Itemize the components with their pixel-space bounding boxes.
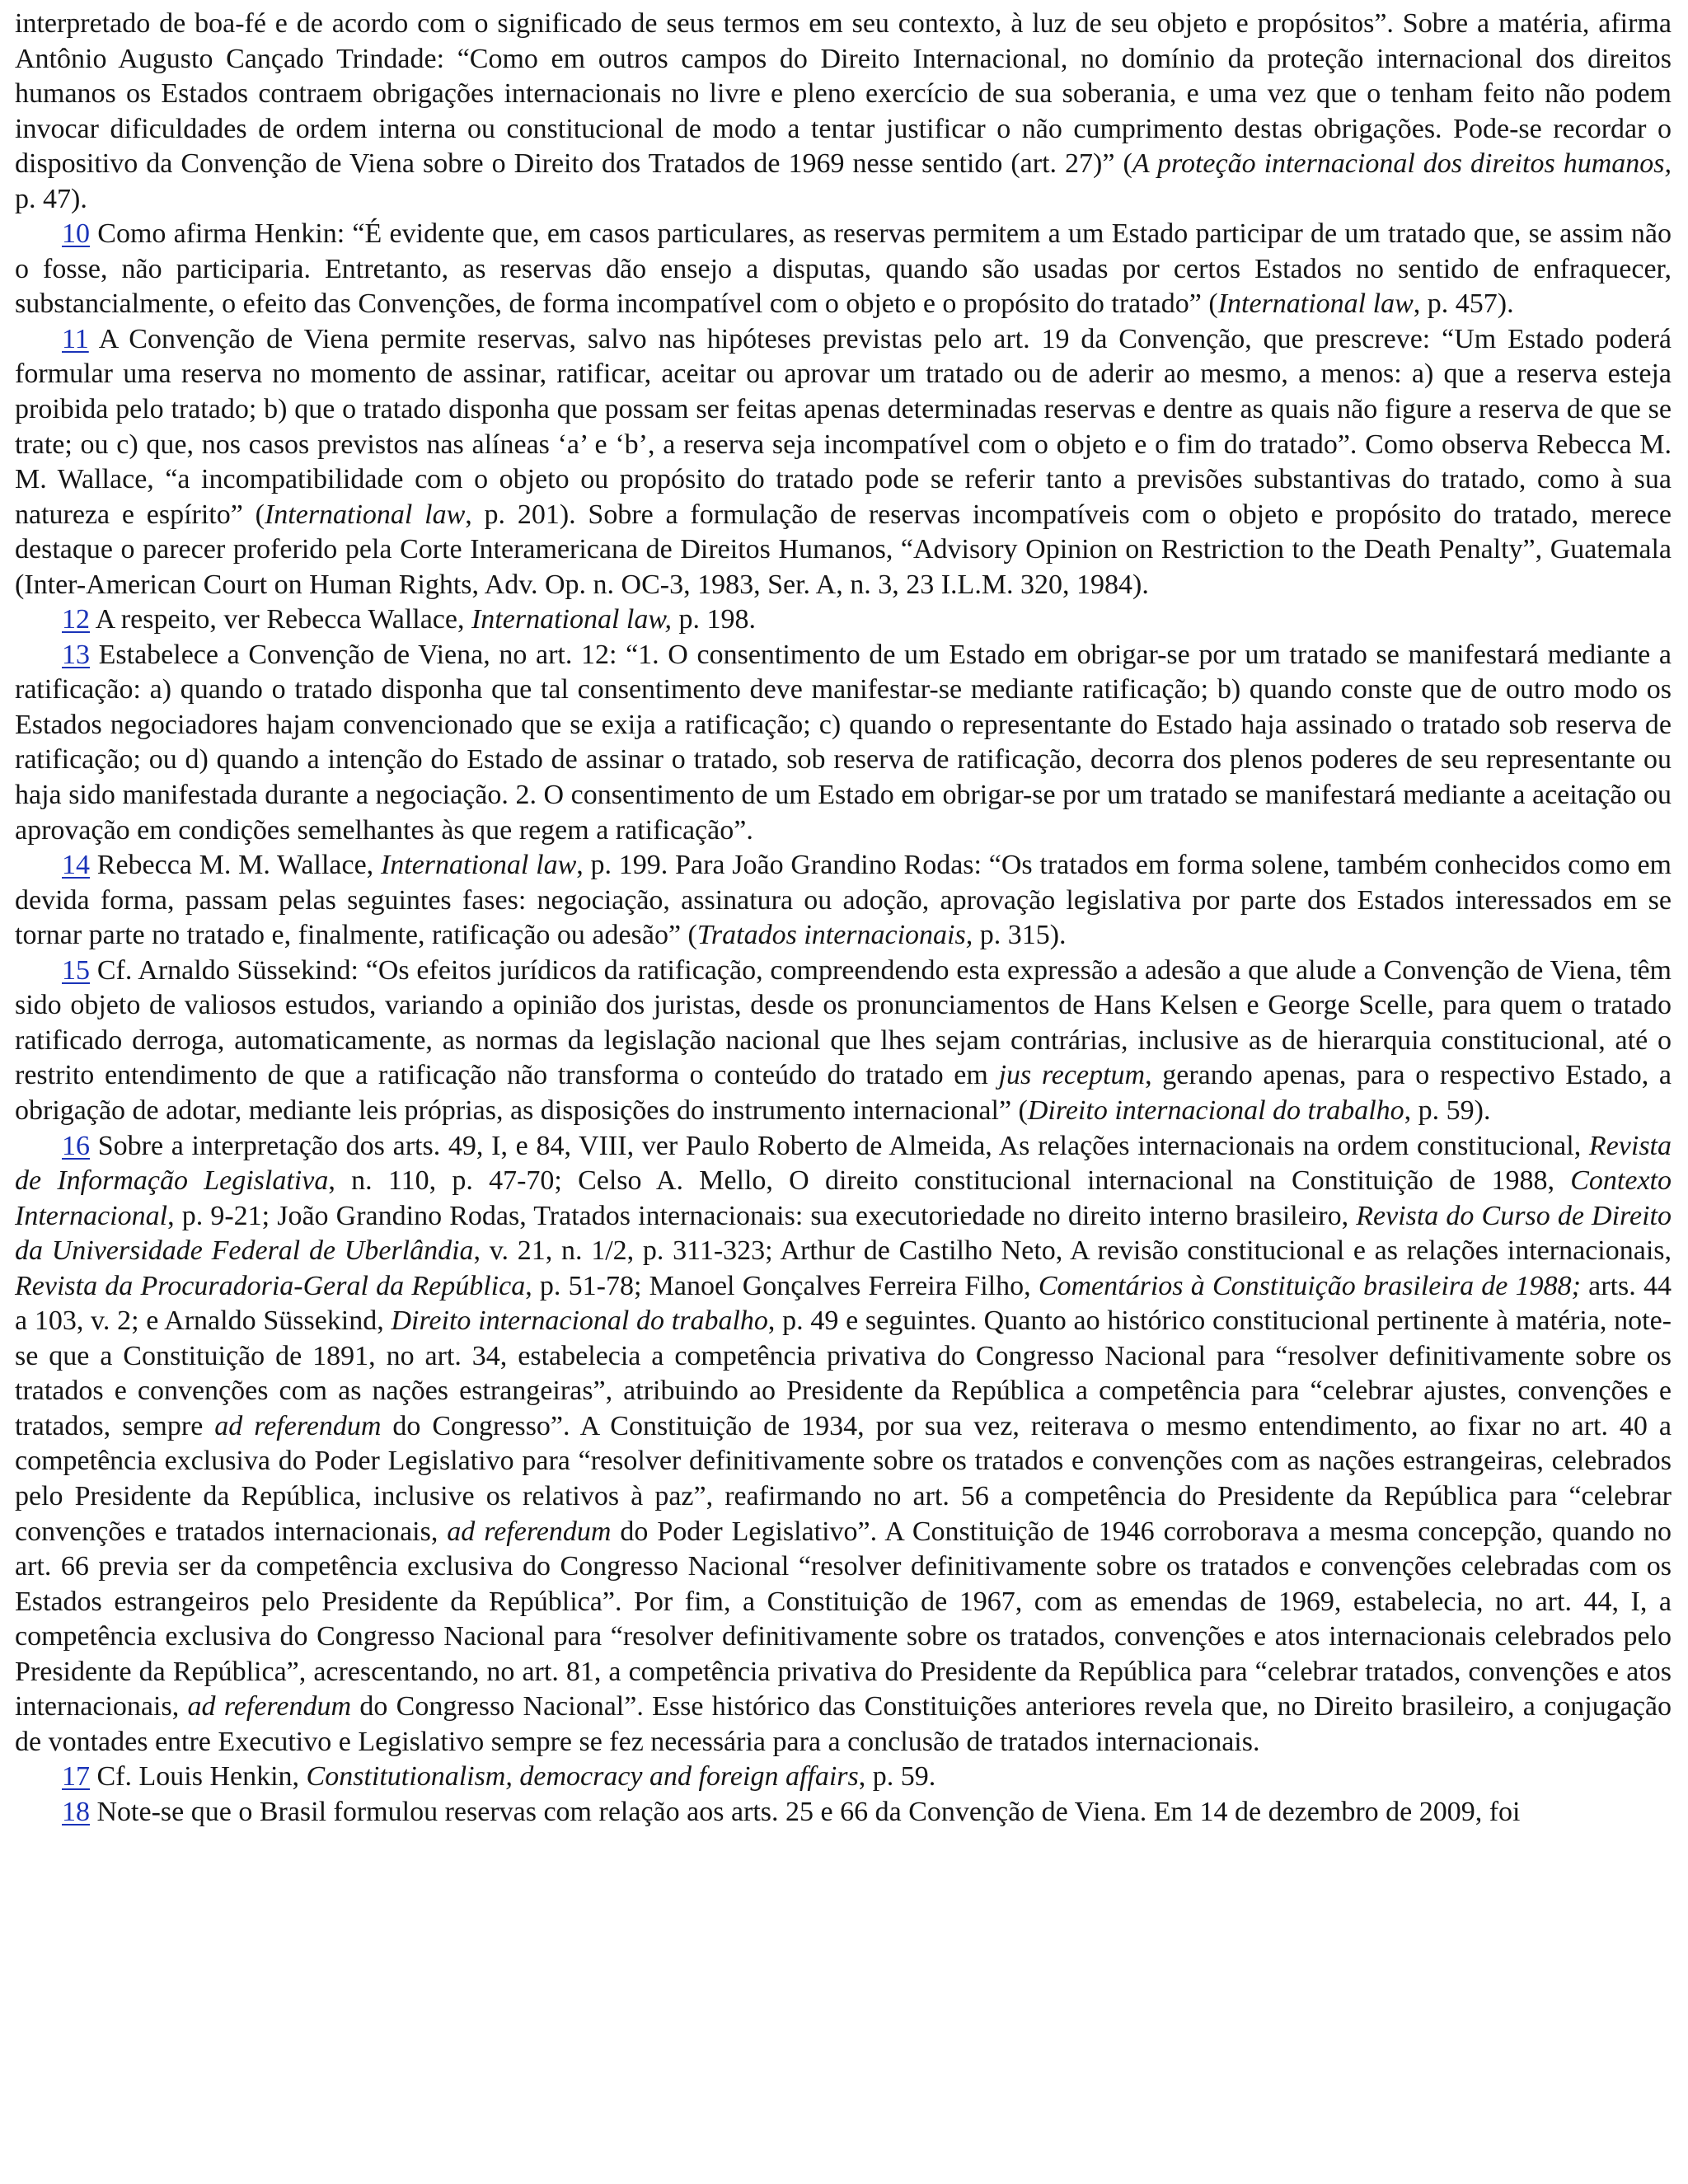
footnote-link-10[interactable]: 10	[62, 218, 90, 250]
text-run: , p. 51-78; Manoel Gonçalves Ferreira Filho,	[525, 1270, 1039, 1301]
italic-citation: Tratados internacionais,	[696, 920, 973, 951]
footnotes-list	[15, 217, 1672, 1830]
italic-citation: Constitutionalism, democracy and foreign affairs	[306, 1761, 859, 1793]
text-run: , gerando apenas, para o respectivo Estado, a obrigação de adotar, mediante leis próprias, as disposições do instrumento internacional” (	[15, 1060, 1672, 1126]
text-run: Estabelece a Convenção de Viena, no art. 12: “1. O consentimento de um Estado em obrigar-se por um tratado se manifestará mediante a ratificação: a) quando o tratado disponha que tal consentimento deve manifestar-se mediante ratificação; b) quando conste que de outro modo os Estados negociadores hajam convencionado que se exija a ratificação; c) quando o representante do Estado haja assinado o tratado sob reserva de ratificação; ou d) quando a intenção do Estado de assinar o tratado, sob reserva de ratificação, decorra dos plenos poderes de seu representante ou haja sido manifestada durante a negociação. 2. O consentimento de um Estado em obrigar-se por um tratado se manifestará mediante a aceitação ou aprovação em condições semelhantes às que regem a ratificação”.	[15, 639, 1672, 846]
italic-citation: Revista de Informação Legislativa	[15, 1130, 1672, 1197]
italic-citation: International law	[264, 499, 466, 530]
text-run: p. 315).	[973, 920, 1067, 951]
text-run: p. 198.	[672, 604, 757, 635]
text-run: , n. 110, p. 47-70; Celso A. Mello, O direito constitucional internacional na Constituição de 1988,	[328, 1165, 1571, 1197]
footnote-11	[15, 322, 1672, 602]
text-run: Cf. Louis Henkin,	[90, 1761, 307, 1793]
footnote-link-15[interactable]: 15	[62, 954, 90, 986]
text-run: , p. 59).	[1404, 1094, 1491, 1126]
text-run: interpretado de boa-fé e de acordo com o significado de seus termos em seu contexto, à luz de seu objeto e propósitos”. Sobre a matéria, afirma Antônio Augusto Cançado Trindade: “Como em outros campos do Direito Internacional, no domínio da proteção internacional dos direitos humanos os Estados contraem obrigações internacionais no livre e pleno exercício de sua soberania, e uma vez que o tenham feito não podem invocar dificuldades de ordem interna ou constitucional de modo a tentar justificar o não cumprimento destas obrigações. Pode-se recordar o dispositivo da Convenção de Viena sobre o Direito dos Tratados de 1969 nesse sentido (art. 27)” (	[15, 8, 1672, 180]
continued-footnote-text	[15, 7, 1672, 217]
footnote-14	[15, 848, 1672, 954]
text-run: Cf. Arnaldo Süssekind: “Os efeitos jurídicos da ratificação, compreendendo esta expressão a adesão a que alude a Convenção de Viena, têm sido objeto de valiosos estudos, variando a opinião dos juristas, desde os pronunciamentos de Hans Kelsen e George Scelle, para quem o tratado ratificado derroga, automaticamente, as normas da legislação nacional que lhes sejam contrárias, inclusive as de hierarquia constitucional, até o restrito entendimento de que a ratificação não transforma o conteúdo do tratado em	[15, 954, 1672, 1091]
text-run: , v. 21, n. 1/2, p. 311-323; Arthur de Castilho Neto, A revisão constitucional e as relações internacionais,	[473, 1235, 1672, 1267]
text-run: Como afirma Henkin: “É evidente que, em casos particulares, as reservas permitem a um Estado participar de um tratado que, se assim não o fosse, não participaria. Entretanto, as reservas dão ensejo a disputas, quando são usadas por certos Estados no sentido de enfraquecer, substancialmente, o efeito das Convenções, de forma incompatível com o objeto e o propósito do tratado” (	[15, 218, 1672, 320]
text-run: , p. 457).	[1413, 288, 1514, 320]
italic-citation: ad referendum	[214, 1410, 382, 1441]
italic-citation: A proteção internacional dos direitos humanos,	[1132, 148, 1672, 180]
italic-citation: Revista da Procuradoria-Geral da República	[15, 1270, 526, 1301]
footnote-17	[15, 1760, 1672, 1795]
footnote-13	[15, 638, 1672, 848]
footnote-link-16[interactable]: 16	[62, 1130, 90, 1161]
footnote-18	[15, 1795, 1672, 1830]
text-run: p. 47).	[15, 183, 87, 214]
italic-citation: International law,	[471, 604, 673, 635]
text-run: A respeito, ver Rebecca Wallace,	[90, 604, 471, 635]
footnote-link-17[interactable]: 17	[62, 1761, 90, 1793]
italic-citation: Direito internacional do trabalho	[391, 1305, 768, 1337]
italic-citation: Revista do Curso de Direito da Universidade Federal de Uberlândia	[15, 1200, 1672, 1267]
italic-citation: ad referendum	[187, 1691, 352, 1722]
italic-citation: ad referendum	[447, 1516, 612, 1547]
text-run: do Poder Legislativo”. A Constituição de 1946 corroborava a mesma concepção, quando no art. 66 previa ser da competência exclusiva do Congresso Nacional “resolver definitivamente sobre os tratados e convenções celebradas com os Estados estrangeiros pelo Presidente da República”. Por fim, a Constituição de 1967, com as emendas de 1969, estabelecia, no art. 44, I, a competência exclusiva do Congresso Nacional para “resolver definitivamente sobre os tratados, convenções e atos internacionais celebrados pelo Presidente da República”, acrescentando, no art. 81, a competência privativa do Presidente da República para “celebrar tratados, convenções e atos internacionais,	[15, 1516, 1672, 1722]
text-run: do Congresso”. A Constituição de 1934, por sua vez, reiterava o mesmo entendimento, ao fixar no art. 40 a competência exclusiva do Poder Legislativo para “resolver definitivamente sobre os tratados e convenções com as nações estrangeiras, celebrados pelo Presidente da República, inclusive os relativos à paz”, reafirmando no art. 56 a competência do Presidente da República para “celebrar convenções e tratados internacionais,	[15, 1410, 1672, 1547]
footnote-link-18[interactable]: 18	[62, 1796, 90, 1827]
text-run: , p. 199. Para João Grandino Rodas: “Os tratados em forma solene, também conhecidos como em devida forma, passam pelas seguintes fases: negociação, assinatura ou adoção, aprovação legislativa por parte dos Estados interessados em se tornar parte no tratado e, finalmente, ratificação ou adesão” (	[15, 850, 1672, 951]
footnote-12	[15, 602, 1672, 638]
italic-citation: Direito internacional do trabalho	[1027, 1094, 1404, 1126]
text-run: Note-se que o Brasil formulou reservas com relação aos arts. 25 e 66 da Convenção de Viena. Em 14 de dezembro de 2009, foi	[90, 1796, 1521, 1827]
text-run: A Convenção de Viena permite reservas, salvo nas hipóteses previstas pelo art. 19 da Convenção, que prescreve: “Um Estado poderá formular uma reserva no momento de assinar, ratificar, aceitar ou aprovar um tratado ou de aderir ao mesmo, a menos: a) que a reserva esteja proibida pelo tratado; b) que o tratado disponha que possam ser feitas apenas determinadas reservas e dentre as quais não figure a reserva de que se trate; ou c) que, nos casos previstos nas alíneas ‘a’ e ‘b’, a reserva seja incompatível com o objeto e o fim do tratado”. Como observa Rebecca M. M. Wallace, “a incompatibilidade com o objeto ou propósito do tratado pode se referir tanto a previsões substantivas do tratado, como à sua natureza e espírito” (	[15, 323, 1672, 530]
footnote-link-11[interactable]: 11	[62, 323, 89, 354]
footnote-link-12[interactable]: 12	[62, 604, 90, 635]
italic-citation: Contexto Internacional	[15, 1165, 1672, 1231]
text-run: arts. 44 a 103, v. 2; e Arnaldo Süssekind,	[15, 1270, 1672, 1337]
text-run: , p. 59.	[858, 1761, 936, 1793]
italic-citation: International law	[1217, 288, 1414, 320]
italic-citation: jus receptum	[998, 1060, 1146, 1091]
text-run: Sobre a interpretação dos arts. 49, I, e 84, VIII, ver Paulo Roberto de Almeida, As relações internacionais na ordem constitucional,	[90, 1130, 1589, 1161]
italic-citation: International law	[380, 850, 577, 881]
footnote-link-13[interactable]: 13	[62, 639, 90, 670]
text-run: Rebecca M. M. Wallace,	[90, 850, 381, 881]
footnote-link-14[interactable]: 14	[62, 850, 90, 881]
footnote-15	[15, 954, 1672, 1129]
text-run: , p. 201). Sobre a formulação de reservas incompatíveis com o objeto e propósito do tratado, merece destaque o parecer proferido pela Corte Interamericana de Direitos Humanos, “Advisory Opinion on Restriction to the Death Penalty”, Guatemala (Inter-American Court on Human Rights, Adv. Op. n. OC-3, 1983, Ser. A, n. 3, 23 I.L.M. 320, 1984).	[15, 499, 1672, 600]
footnote-16	[15, 1129, 1672, 1760]
text-run: , p. 49 e seguintes. Quanto ao histórico constitucional pertinente à matéria, note-se que a Constituição de 1891, no art. 34, estabelecia a competência privativa do Congresso Nacional para “resolver definitivamente sobre os tratados e convenções com as nações estrangeiras”, atribuindo ao Presidente da República a competência para “celebrar ajustes, convenções e tratados, sempre	[15, 1305, 1672, 1441]
text-run: , p. 9-21; João Grandino Rodas, Tratados internacionais: sua executoriedade no direito interno brasileiro,	[167, 1200, 1357, 1231]
footnote-10	[15, 217, 1672, 322]
text-run: do Congresso Nacional”. Esse histórico das Constituições anteriores revela que, no Direito brasileiro, a conjugação de vontades entre Executivo e Legislativo sempre se fez necessária para a conclusão de tratados internacionais.	[15, 1691, 1672, 1757]
italic-citation: Comentários à Constituição brasileira de 1988;	[1038, 1270, 1581, 1301]
